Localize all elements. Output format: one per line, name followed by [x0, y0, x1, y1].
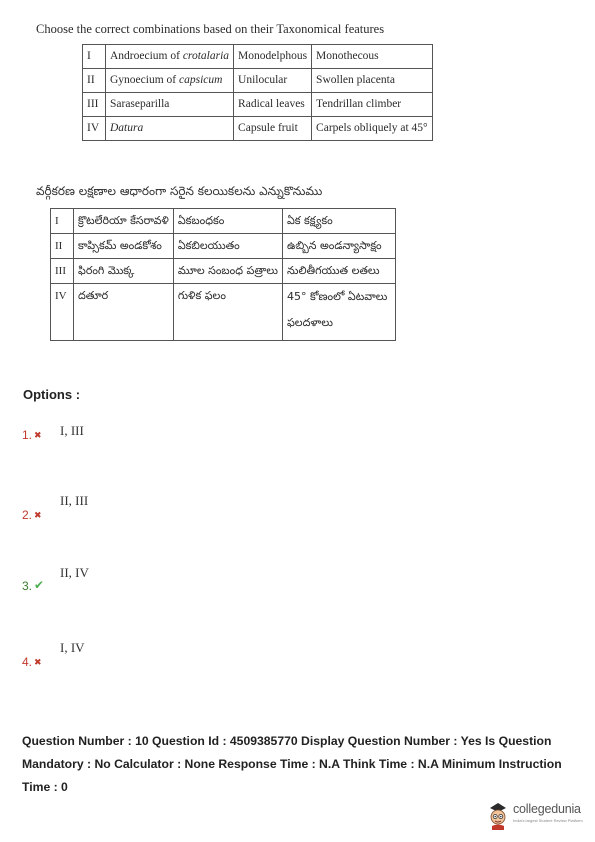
feature-two: Carpels obliquely at 45°	[312, 117, 433, 141]
feature-subject	[106, 69, 234, 93]
row-number: I	[51, 209, 74, 234]
question-text-telugu: వర్గీకరణ లక్షణాల ఆధారంగా సరైన కలయికలను ఎన్నుకొనుము	[36, 184, 323, 198]
subject-italic-text: Datura	[110, 122, 144, 134]
row-number: II	[83, 69, 106, 93]
feature-subject: క్రొటలేరియా కేసరావళి	[74, 209, 174, 234]
option-index: 3.	[22, 579, 33, 593]
question-text-english: Choose the correct combinations based on their Taxonomical features	[36, 22, 385, 36]
table-row	[51, 209, 396, 234]
cross-icon: ✖	[34, 657, 42, 667]
feature-subject: ఫిరంగి మొక్క	[74, 259, 174, 284]
feature-two: నులితీగయుత లతలు	[282, 259, 395, 284]
feature-one: గుళిక ఫలం	[173, 284, 282, 341]
feature-two: 45° కోణంలో ఏటవాలు ఫలదళాలు	[282, 284, 395, 341]
logo-tagline: India's largest Student Review Platform	[513, 818, 583, 823]
feature-one: Capsule fruit	[234, 117, 312, 141]
row-number: III	[83, 93, 106, 117]
row-number: I	[83, 45, 106, 69]
features-table-telugu	[50, 208, 396, 341]
option-text[interactable]: I, III	[60, 423, 84, 438]
option-index: 2.	[22, 508, 33, 522]
feature-subject	[106, 93, 234, 117]
feature-one: ఏకబంధకం	[173, 209, 282, 234]
feature-one: ఏకబిలయుతం	[173, 234, 282, 259]
row-number: II	[51, 234, 74, 259]
table-row	[51, 284, 396, 341]
subject-text: Gynoecium of	[110, 74, 179, 86]
option-number	[22, 655, 42, 669]
options-heading: Options :	[23, 387, 81, 402]
option-number	[22, 428, 42, 442]
subject-text: Saraseparilla	[110, 98, 170, 110]
row-number: IV	[51, 284, 74, 341]
subject-text: Androecium of	[110, 50, 183, 62]
feature-two: ఏక కక్ష్యకం	[282, 209, 395, 234]
subject-italic-text: capsicum	[178, 74, 223, 86]
option-text[interactable]: II, IV	[60, 565, 89, 580]
table-row	[83, 93, 433, 117]
table-row	[51, 259, 396, 284]
logo-wordmark: collegedunia	[513, 802, 581, 816]
check-icon: ✔	[34, 578, 45, 592]
feature-subject	[106, 45, 234, 69]
mascot-icon	[486, 800, 510, 830]
table-row	[83, 117, 433, 141]
option-number	[22, 508, 42, 522]
cross-icon: ✖	[34, 430, 42, 440]
features-table-english	[82, 44, 433, 141]
feature-one: Radical leaves	[234, 93, 312, 117]
option-text[interactable]: I, IV	[60, 640, 85, 655]
option-index: 1.	[22, 428, 33, 442]
cross-icon: ✖	[34, 510, 42, 520]
question-metadata: Question Number : 10 Question Id : 4509385770 Display Question Number : Yes Is Question Mandatory : No Calculator : None Response Time : N.A Think Time : N.A Minimum Instruction Time : 0	[22, 734, 562, 794]
table-row	[83, 69, 433, 93]
row-number: III	[51, 259, 74, 284]
feature-one: Monodelphous	[234, 45, 312, 69]
option-number	[22, 578, 44, 593]
feature-two: Tendrillan climber	[312, 93, 433, 117]
option-index: 4.	[22, 655, 33, 669]
feature-two: ఉబ్బిన అండన్యాసాక్షం	[282, 234, 395, 259]
feature-one: మూల సంబంధ పత్రాలు	[173, 259, 282, 284]
feature-subject	[106, 117, 234, 141]
table-row	[51, 234, 396, 259]
feature-subject: కాప్సికమ్ అండకోశం	[74, 234, 174, 259]
feature-one: Unilocular	[234, 69, 312, 93]
row-number: IV	[83, 117, 106, 141]
table-row	[83, 45, 433, 69]
feature-two: Swollen placenta	[312, 69, 433, 93]
subject-italic-text: crotalaria	[182, 50, 230, 62]
feature-subject: దతూర	[74, 284, 174, 341]
option-text[interactable]: II, III	[60, 493, 89, 508]
feature-two: Monothecous	[312, 45, 433, 69]
collegedunia-logo	[486, 800, 592, 832]
